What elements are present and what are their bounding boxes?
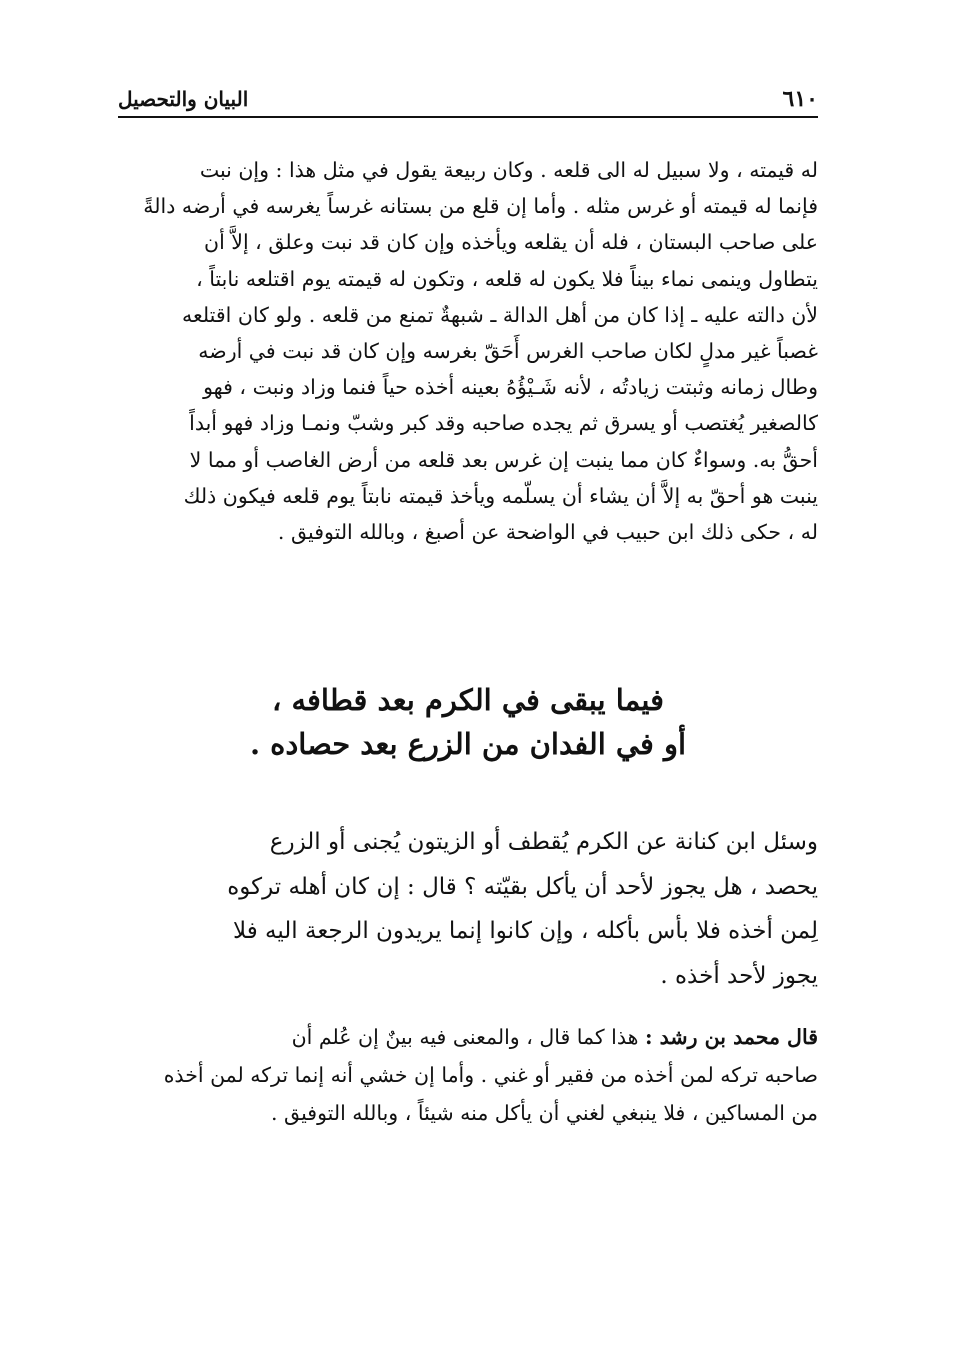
section-heading <box>118 678 818 766</box>
text-line: له قيمته ، ولا سبيل له الى قلعه . وكان ربيعة يقول في مثل هذا : وإن نبت <box>199 158 818 182</box>
text-line: لِمن أخذه فلا بأس بأكله ، وإن كانوا إنما يريدون الرجعة اليه فلا <box>232 918 818 944</box>
text-line <box>118 1018 818 1056</box>
text-line: من المساكين ، فلا ينبغي لغني أن يأكل منه شيئاً ، وبالله التوفيق . <box>270 1101 818 1125</box>
page-header <box>118 84 818 118</box>
commentary-lead: قال محمد بن رشد : <box>644 1025 818 1049</box>
text-line: يتطاول وينمى نماء بيناً فلا يكون له قلعه ، وتكون له قيمته يوم اقتلعه نابتاً ، <box>196 266 818 291</box>
text-line: غصباً غير مدلٍ لكان صاحب الغرس أَحَقّ بغرسه وإن كان قد نبت في أرضه <box>198 338 818 363</box>
text-line: فإنما له قيمته أو غرس مثله . وأما إن قلع من بستانه غرساً يغرسه في أرضه دالةً <box>143 194 818 219</box>
heading-line: أو في الفدان من الزرع بعد حصاده . <box>249 727 687 761</box>
paragraph-1 <box>118 152 818 550</box>
text-line: ينبت هو أحقّ به إلاَّ أن يشاء أن يسلّمه ويأخذ قيمته نابتاً يوم قلعه فيكون ذلك <box>183 483 818 508</box>
text-line: يحصد ، هل يجوز لأحد أن يأكل بقيّته ؟ قال : إن كان أهله تركوه <box>227 873 818 900</box>
paragraph-2 <box>118 820 818 998</box>
text-line: أحقُّ به. وسواءٌ كان مما ينبت إن غرس بعد قلعه من أرض الغاصب أو مما لا <box>189 447 818 472</box>
text-span: هذا كما قال ، والمعنى فيه بينٌ إن عُلم أن <box>291 1025 639 1049</box>
text-line: له ، حكى ذلك ابن حبيب في الواضحة عن أصبغ ، وبالله التوفيق . <box>277 519 818 544</box>
text-line: لأن دالته عليه ـ إذا كان من أهل الدالة ـ شبهةٌ تمنع من قلعه . ولو كان اقتلعه <box>182 302 818 327</box>
page-number: ٦١٠ <box>782 86 818 112</box>
text-line: وسئل ابن كنانة عن الكرم يُقطف أو الزيتون يُجنى أو الزرع <box>269 829 818 855</box>
paragraph-3 <box>118 1018 818 1132</box>
running-title: البيان والتحصيل <box>118 87 249 111</box>
text-line: على صاحب البستان ، فله أن يقلعه ويأخذه وإن كان قد نبت وعلق ، إلاَّ أن <box>204 230 818 255</box>
text-line: كالصغير يُغتصب أو يسرق ثم يجده صاحبه وقد كبر وشبّ ونمـا وزاد فهو أبداً <box>189 411 818 436</box>
text-line: يجوز لأحد أخذه . <box>660 962 818 989</box>
text-line: وطال زمانه وثبتت زيادتُه ، لأنه شَـيْؤُهُ بعينه أخذه حياً فنما وزاد ونبت ، فهو <box>203 375 818 400</box>
heading-line: فيما يبقى في الكرم بعد قطافه ، <box>272 683 664 717</box>
text-line: صاحبه تركه لمن أخذه من فقير أو غني . وأما إن خشي أنه إنما تركه لمن أخذه <box>163 1063 818 1087</box>
